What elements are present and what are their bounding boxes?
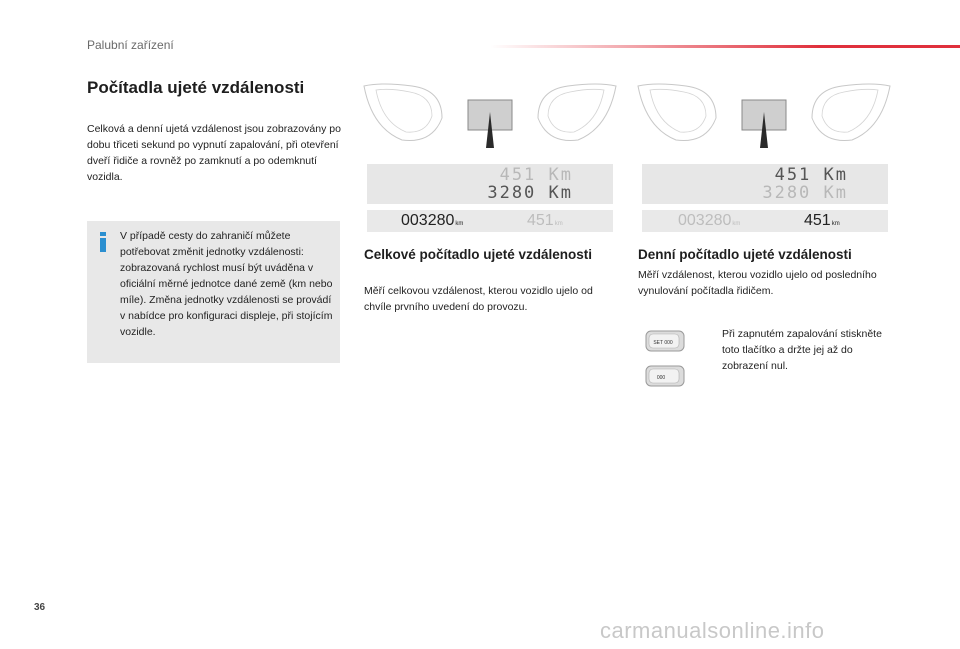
- odo-trip-dimmed: 451km: [527, 212, 563, 229]
- info-box-text: V případě cesty do zahraničí můžete potřebovat změnit jednotky vzdálenosti: zobrazovaná rychlost musí být uváděna v oficiální měrné jednotce dané země (km nebo míle). Změna jednotky vzdálenosti se provádí v nabídce pro konfiguraci displeje, při stojícím vozidle.: [120, 230, 333, 338]
- lcd-trip-value: 451 Km: [774, 165, 848, 185]
- total-odometer-title: Celkové počítadlo ujeté vzdálenosti: [364, 247, 593, 262]
- trip-odometer-title: Denní počítadlo ujeté vzdálenosti: [638, 247, 852, 262]
- header-section-name: Palubní zařízení: [87, 38, 174, 52]
- svg-text:SET 000: SET 000: [653, 340, 673, 346]
- page-number: 36: [34, 602, 46, 613]
- instrument-cluster-illustration-total: [362, 78, 618, 152]
- instrument-cluster-illustration-trip: [636, 78, 892, 152]
- header-accent-line: [490, 45, 960, 48]
- set-000-button-icon: [645, 330, 685, 352]
- lcd-display-trip: [642, 164, 888, 204]
- odo-total-highlight: 003280km: [401, 212, 464, 229]
- odo-total-dimmed: 003280km: [678, 212, 741, 229]
- lcd-trip-value: 451 Km: [499, 165, 573, 185]
- odometer-strip-total: [367, 210, 613, 232]
- trip-odometer-text: Měří vzdálenost, kterou vozidlo ujelo od posledního vynulování počítadla řidičem.: [638, 269, 877, 297]
- lcd-total-value: 3280 Km: [487, 183, 573, 203]
- svg-text:000: 000: [656, 375, 666, 381]
- odo-trip-highlight: 451km: [804, 212, 840, 229]
- lcd-display-total: [367, 164, 613, 204]
- reset-instruction: Při zapnutém zapalování stiskněte toto tlačítko a držte jej až do zobrazení nul.: [722, 328, 882, 372]
- odometer-strip-trip: [642, 210, 888, 232]
- 000-button-icon: [645, 365, 685, 387]
- watermark: carmanualsonline.info: [600, 618, 825, 643]
- intro-paragraph: Celková a denní ujetá vzdálenost jsou zobrazovány po dobu třiceti sekund po vypnutí zapalování, při otevření dveří řidiče a rovněž po zamknutí a po odemknutí vozidla.: [87, 123, 341, 183]
- total-odometer-text: Měří celkovou vzdálenost, kterou vozidlo ujelo od chvíle prvního uvedení do provozu.: [364, 285, 593, 313]
- lcd-total-value: 3280 Km: [762, 183, 848, 203]
- info-icon: [99, 232, 107, 252]
- page-title: Počítadla ujeté vzdálenosti: [87, 78, 305, 97]
